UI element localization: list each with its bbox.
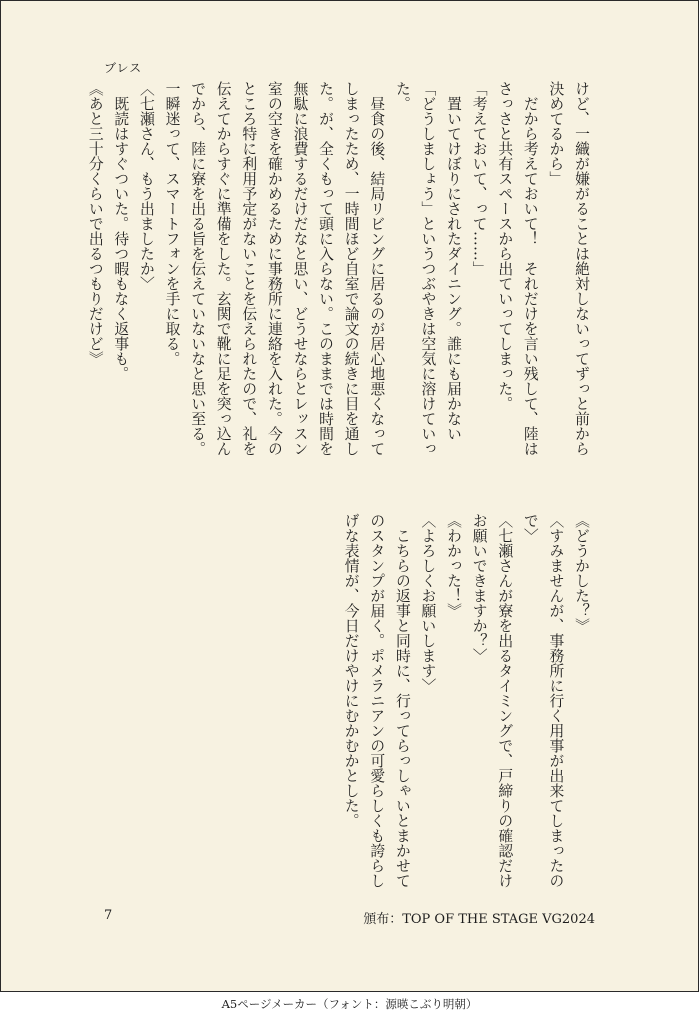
body-text-upper: けど、一織が嫌がることは絶対しないってずっと前から 決めてるから」 だから考えておいて！ それだけを言い残して、陸は さっさと共有スペースから出ていってしまった。 「考えておいて、って……」 置いてけぼりにされたダイニング。誰にも届かない 「どうしましょう」というつぶやきは空気に溶けていっ た。 昼食の後、結局リビングに居るのが居心地悪くなって しまったため、一時間ほど自室で論文の続きに目を通し た。が、全くもって頭に入らない。このままでは時間を 無駄に浪費するだけだなと思い、どうせならとレッスン 室の空きを確かめるために事務所に連絡を入れた。今の ところ特に利用予定がないことを伝えられたので、礼を 伝えてからすぐに準備をした。玄関で靴に足を突っ込ん でから、陸に寮を出る旨を伝えていないなと思い至る。 一瞬迷って、スマートフォンを手に取る。 〈七瀬さん、もう出ましたか〉 既読はすぐついた。待つ暇もなく返事も。 《あと三十分くらいで出るつもりだけど》 bbox=[86, 81, 590, 456]
running-head: ブレス bbox=[104, 61, 143, 75]
body-text-lower: 《どうかした？》 〈すみませんが、事務所に行く用事が出来てしまったの で〉 〈七瀬さんが寮を出るタイミングで、戸締りの確認だけ お願いできますか？〉 《わかった！》 〈よろしくお願いします〉 こちらの返事と同時に、行ってらっしゃいとまかせて のスタンプが届く。ポメラニアンの可愛らしくも誇らし げな表情が、今日だけやけにむかむかとした。 bbox=[342, 513, 590, 888]
distribution-note: 頒布：TOP OF THE STAGE VG2024 bbox=[363, 912, 595, 927]
generator-footer: A5ページメーカー（フォント：源暎こぶり明朝） bbox=[221, 997, 478, 1011]
page-number: 7 bbox=[104, 908, 113, 923]
